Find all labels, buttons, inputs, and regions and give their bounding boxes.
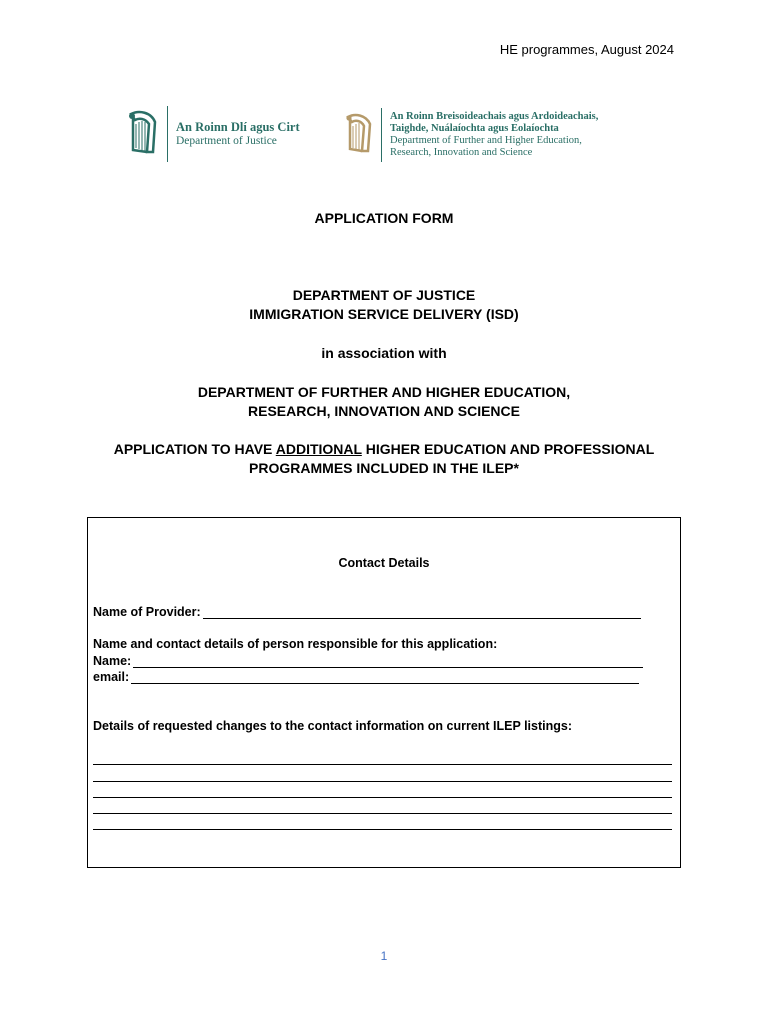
department-heading-line1: DEPARTMENT OF JUSTICE (292, 287, 476, 303)
department-heading-line2: IMMIGRATION SERVICE DELIVERY (ISD) (249, 306, 519, 322)
application-heading (0, 440, 768, 478)
education-logo-text (390, 111, 598, 159)
email-blank[interactable] (131, 671, 639, 684)
education-english-line1: Department of Further and Higher Education, (390, 135, 582, 146)
name-label: Name: (93, 654, 132, 668)
application-heading-underlined: ADDITIONAL (275, 441, 362, 457)
education-irish-line1: An Roinn Breisoideachais agus Ardoideachais, (390, 110, 599, 122)
responsible-label: Name and contact details of person responsible for this application: (93, 637, 498, 651)
education-irish-line2: Taighde, Nuálaíochta agus Eolaíochta (390, 122, 559, 134)
application-heading-line1 (0, 440, 768, 459)
changes-line[interactable] (93, 813, 672, 814)
logo-divider (167, 106, 168, 162)
changes-label: Details of requested changes to the contact information on current ILEP listings: (93, 719, 573, 733)
application-heading-pre: APPLICATION TO HAVE (113, 441, 276, 457)
name-field (93, 654, 643, 668)
harp-icon (343, 111, 373, 160)
changes-line[interactable] (93, 797, 672, 798)
application-heading-line2: PROGRAMMES INCLUDED IN THE ILEP* (249, 460, 519, 476)
email-label: email: (93, 670, 130, 684)
provider-field (93, 605, 641, 619)
justice-logo (125, 104, 300, 164)
department2-heading-line2: RESEARCH, INNOVATION AND SCIENCE (248, 403, 520, 419)
department2-heading (0, 383, 768, 421)
association-text-line: in association with (321, 345, 447, 361)
name-blank[interactable] (133, 655, 643, 668)
harp-icon (125, 108, 159, 161)
education-english-line2: Research, Innovation and Science (390, 147, 533, 159)
form-title (0, 209, 768, 228)
provider-label: Name of Provider: (93, 605, 201, 619)
department2-heading-line1: DEPARTMENT OF FURTHER AND HIGHER EDUCATION, (197, 384, 571, 400)
changes-line[interactable] (93, 781, 672, 782)
contact-details-box (87, 517, 681, 868)
contact-details-heading: Contact Details (338, 556, 430, 570)
justice-logo-text (176, 120, 300, 148)
justice-irish-name: An Roinn Dlí agus Cirt (176, 120, 300, 135)
application-heading-post: HIGHER EDUCATION AND PROFESSIONAL (361, 441, 655, 457)
changes-line[interactable] (93, 829, 672, 830)
email-field (93, 670, 639, 684)
provider-blank[interactable] (203, 606, 641, 619)
changes-line[interactable] (93, 764, 672, 765)
page-number: 1 (380, 949, 388, 963)
education-logo (343, 108, 598, 162)
justice-english-name: Department of Justice (176, 134, 277, 147)
running-head: HE programmes, August 2024 (499, 42, 674, 57)
department-heading (0, 286, 768, 324)
association-text (0, 344, 768, 363)
logo-divider (381, 108, 382, 162)
form-title-text: APPLICATION FORM (314, 210, 454, 226)
